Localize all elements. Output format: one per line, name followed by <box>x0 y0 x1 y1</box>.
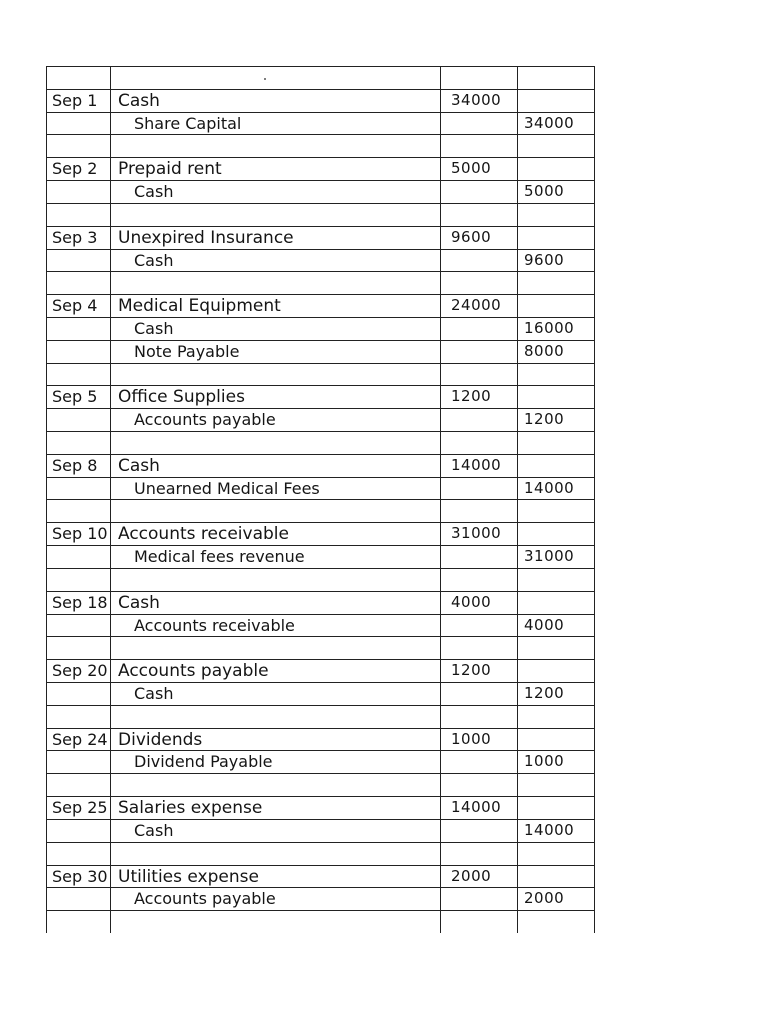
debit-account: Salaries expense <box>118 798 263 818</box>
debit-account: Medical Equipment <box>118 296 281 316</box>
debit-account: Utilities expense <box>118 867 259 887</box>
stray-dot <box>264 78 266 80</box>
debit-account: Cash <box>118 593 160 613</box>
credit-account: Cash <box>134 182 174 201</box>
credit-amount: 9600 <box>524 251 565 269</box>
entry-date: Sep 1 <box>52 91 98 110</box>
debit-account: Office Supplies <box>118 387 245 407</box>
credit-amount: 14000 <box>524 479 575 497</box>
credit-amount: 34000 <box>524 114 575 132</box>
entry-date: Sep 5 <box>52 387 98 406</box>
credit-account: Cash <box>134 251 174 270</box>
entry-date: Sep 18 <box>52 593 108 612</box>
credit-account: Cash <box>134 684 174 703</box>
debit-amount: 14000 <box>451 798 502 816</box>
credit-amount: 1000 <box>524 752 565 770</box>
entry-date: Sep 3 <box>52 228 98 247</box>
credit-amount: 4000 <box>524 616 565 634</box>
entry-date: Sep 10 <box>52 524 108 543</box>
debit-account: Cash <box>118 91 160 111</box>
debit-amount: 24000 <box>451 296 502 314</box>
credit-account: Medical fees revenue <box>134 547 305 566</box>
entry-date: Sep 25 <box>52 798 108 817</box>
entry-date: Sep 30 <box>52 867 108 886</box>
debit-amount: 4000 <box>451 593 492 611</box>
credit-account: Unearned Medical Fees <box>134 479 320 498</box>
debit-account: Accounts payable <box>118 661 269 681</box>
debit-account: Cash <box>118 456 160 476</box>
debit-amount: 14000 <box>451 456 502 474</box>
entry-date: Sep 20 <box>52 661 108 680</box>
debit-account: Dividends <box>118 730 203 750</box>
credit-amount: 2000 <box>524 889 565 907</box>
credit-amount: 16000 <box>524 319 575 337</box>
credit-account: Dividend Payable <box>134 752 273 771</box>
debit-amount: 9600 <box>451 228 492 246</box>
credit-amount: 1200 <box>524 684 565 702</box>
credit-account: Accounts receivable <box>134 616 295 635</box>
debit-amount: 31000 <box>451 524 502 542</box>
debit-account: Prepaid rent <box>118 159 222 179</box>
credit-amount: 8000 <box>524 342 565 360</box>
entry-date: Sep 24 <box>52 730 108 749</box>
credit-account: Accounts payable <box>134 410 276 429</box>
credit-amount: 1200 <box>524 410 565 428</box>
debit-amount: 5000 <box>451 159 492 177</box>
debit-amount: 1000 <box>451 730 492 748</box>
credit-amount: 5000 <box>524 182 565 200</box>
entry-date: Sep 2 <box>52 159 98 178</box>
journal-sheet <box>46 66 595 933</box>
entry-date: Sep 4 <box>52 296 98 315</box>
debit-account: Accounts receivable <box>118 524 289 544</box>
credit-account: Share Capital <box>134 114 242 133</box>
credit-account: Cash <box>134 821 174 840</box>
debit-account: Unexpired Insurance <box>118 228 294 248</box>
entry-date: Sep 8 <box>52 456 98 475</box>
debit-amount: 1200 <box>451 661 492 679</box>
debit-amount: 1200 <box>451 387 492 405</box>
credit-account: Accounts payable <box>134 889 276 908</box>
credit-amount: 31000 <box>524 547 575 565</box>
credit-account: Note Payable <box>134 342 240 361</box>
credit-account: Cash <box>134 319 174 338</box>
debit-amount: 34000 <box>451 91 502 109</box>
debit-amount: 2000 <box>451 867 492 885</box>
credit-amount: 14000 <box>524 821 575 839</box>
